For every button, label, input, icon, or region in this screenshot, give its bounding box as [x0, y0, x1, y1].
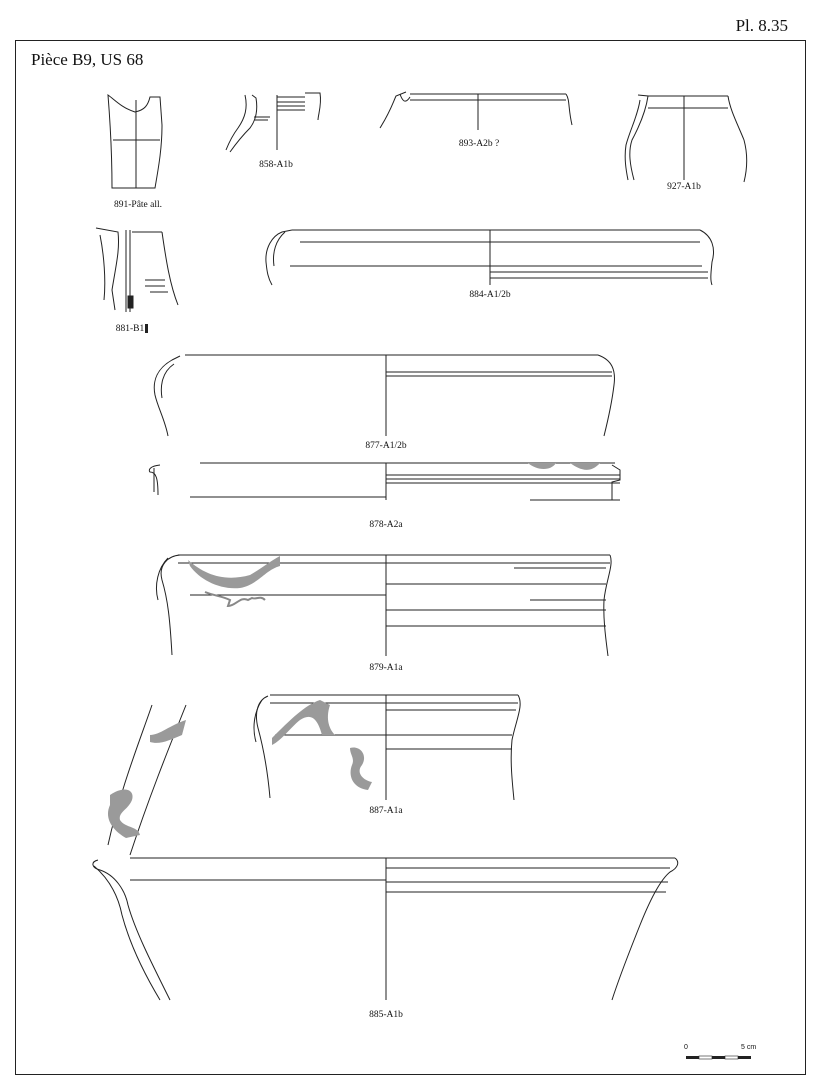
label-884: 884-A1/2b	[469, 290, 511, 300]
sherd-887-drawing	[254, 695, 520, 800]
plate-number: Pl. 8.35	[735, 16, 788, 35]
label-891: 891-Pâte all.	[113, 200, 163, 210]
sherd-893-drawing	[380, 92, 572, 130]
label-879: 879-A1a	[369, 663, 403, 673]
sherd-858-drawing	[226, 93, 321, 152]
sherd-884-drawing	[266, 230, 714, 285]
label-927: 927-A1b	[667, 182, 701, 192]
sherd-881-drawing	[96, 228, 178, 333]
label-887: 887-A1a	[369, 806, 403, 816]
scale-label-zero: 0	[684, 1044, 688, 1051]
sherd-885-drawing	[93, 858, 678, 1000]
label-877: 877-A1/2b	[365, 441, 407, 451]
label-885: 885-A1b	[369, 1010, 403, 1020]
label-878: 878-A2a	[369, 520, 403, 530]
sherd-891-drawing	[108, 95, 162, 188]
sherd-878-drawing	[149, 463, 620, 500]
scale-label-max: 5 cm	[741, 1044, 757, 1051]
sherd-927-drawing	[625, 95, 746, 182]
section-title: Pièce B9, US 68	[31, 50, 144, 69]
sherd-fragment-drawing	[108, 705, 186, 855]
label-858: 858-A1b	[259, 160, 293, 170]
sherd-877-drawing	[154, 355, 614, 436]
label-893: 893-A2b ?	[458, 139, 500, 149]
sherd-879-drawing	[156, 555, 611, 656]
label-881: 881-B1	[115, 324, 145, 334]
